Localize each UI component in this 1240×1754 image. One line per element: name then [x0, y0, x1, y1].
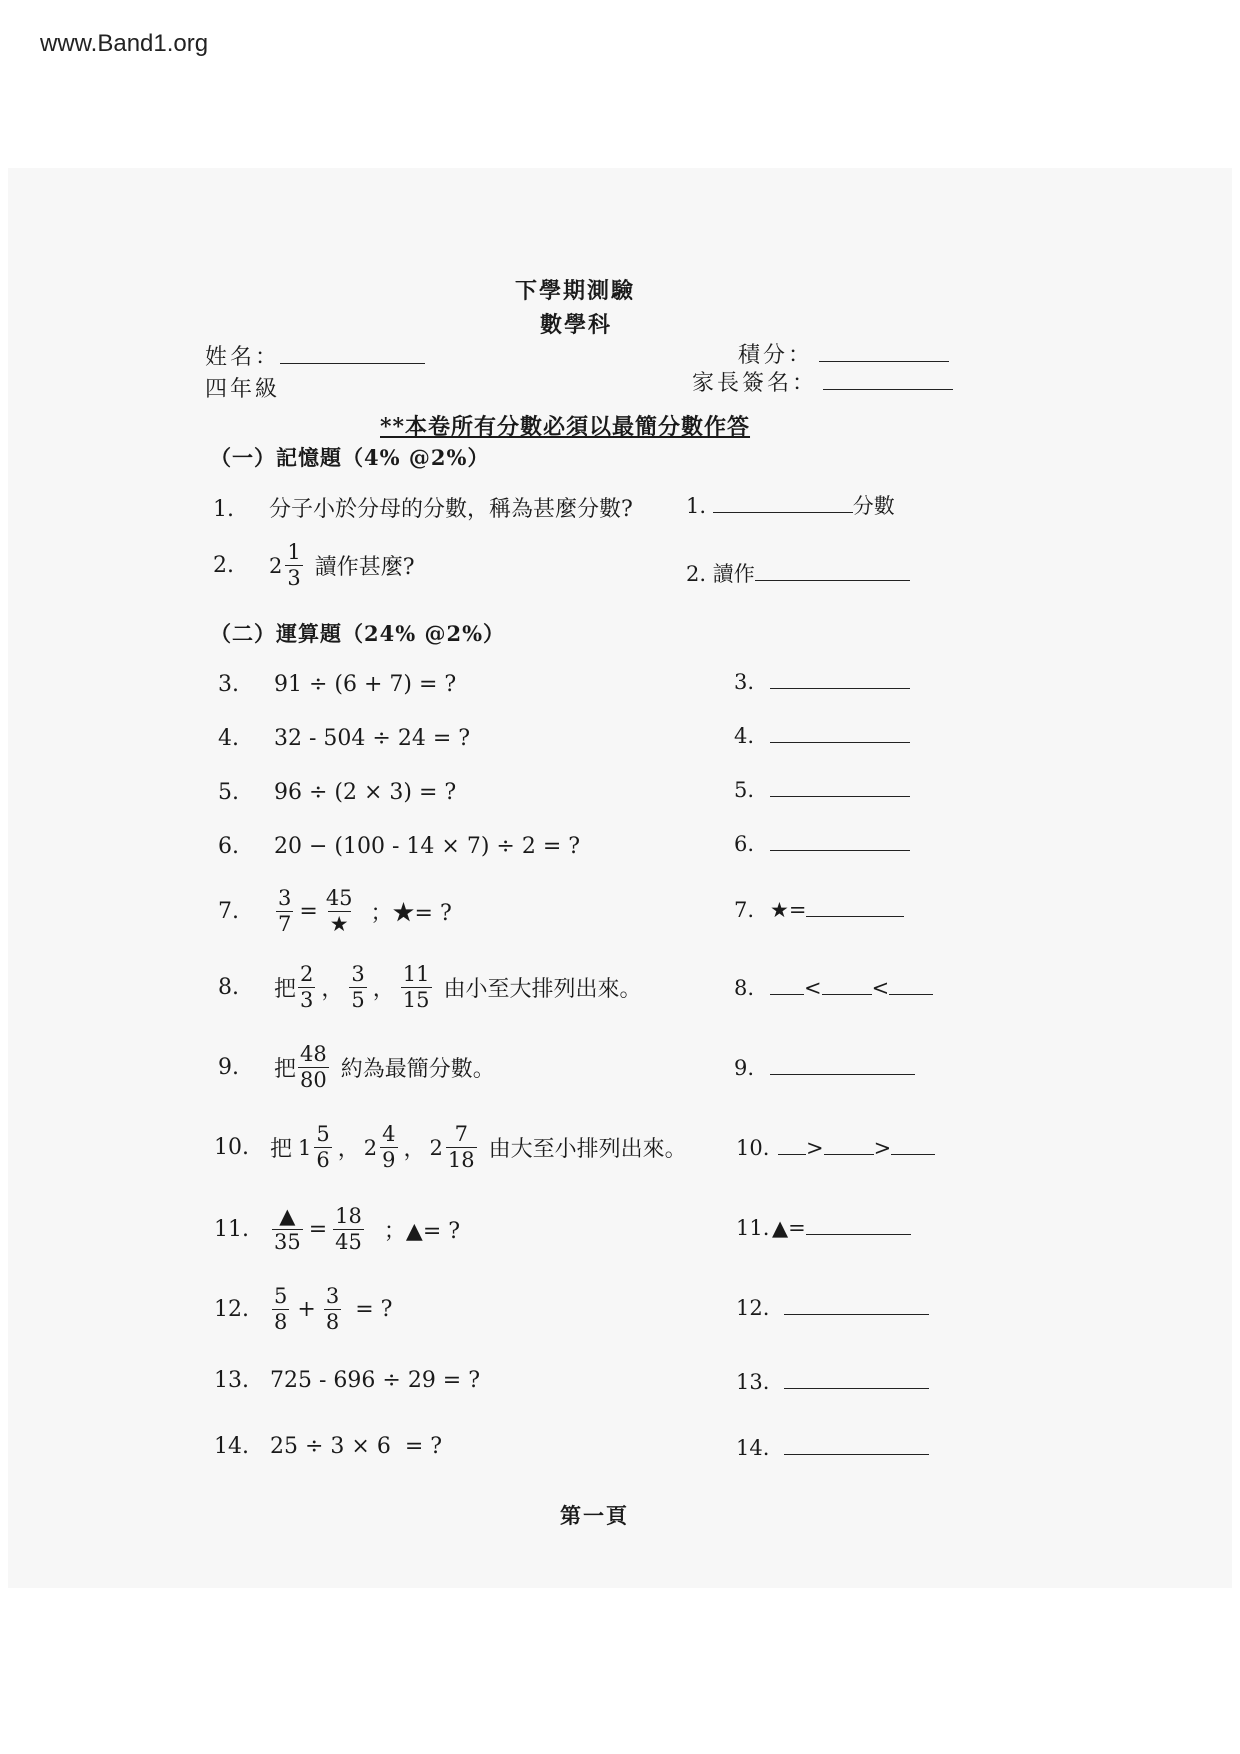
answer-8-blank-c[interactable] [889, 976, 933, 995]
triangle-numerator: ▲ [279, 1204, 296, 1228]
subject-title: 數學科 [540, 312, 613, 338]
whole-part: 2 [429, 1135, 443, 1160]
fraction [298, 1044, 329, 1091]
denominator: 15 [402, 988, 430, 1012]
question-expression: 725 - 696 ÷ 29 = ? [270, 1368, 481, 1393]
answer-2 [686, 558, 910, 588]
mixed-number [269, 542, 305, 589]
numerator: 5 [274, 1284, 288, 1308]
denominator: 6 [316, 1148, 330, 1172]
parent-sign-blank[interactable] [823, 371, 953, 390]
question-expression: 25 ÷ 3 × 6 = ? [270, 1434, 443, 1459]
numerator: 5 [316, 1122, 330, 1146]
question-text: 讀作甚麼? [314, 555, 415, 580]
question-prefix: 把 [270, 1137, 293, 1162]
answer-number: 10. [736, 1136, 770, 1160]
question-9 [218, 1044, 495, 1091]
question-expression: 20 − (100 - 14 × 7) ÷ 2 = ? [274, 834, 581, 859]
answer-10-blank-b[interactable] [824, 1136, 874, 1155]
answer-10-blank-c[interactable] [891, 1136, 935, 1155]
fraction [285, 542, 302, 589]
question-text: 分子小於分母的分數，稱為甚麼分數? [269, 497, 633, 522]
question-number: 2. [213, 553, 234, 578]
question-5 [218, 780, 456, 805]
numerator: 11 [402, 962, 430, 986]
name-label: 姓名： [205, 345, 281, 370]
fraction [324, 888, 355, 935]
answer-5 [734, 778, 910, 802]
numerator: 48 [300, 1042, 327, 1066]
question-number: 3. [218, 672, 239, 697]
equals-sign: = [308, 1217, 328, 1242]
answer-number: 7. [734, 898, 755, 922]
question-number: 11. [214, 1217, 249, 1242]
name-blank[interactable] [280, 345, 425, 364]
question-12 [214, 1286, 392, 1333]
section-1-title: （一）記憶題（4% @2%） [210, 445, 490, 470]
answer-5-blank[interactable] [770, 778, 910, 797]
separator: ， [403, 1137, 426, 1162]
question-expression: 96 ÷ (2 × 3) = ? [274, 780, 457, 805]
question-number: 13. [214, 1368, 249, 1393]
denominator: 3 [300, 988, 314, 1012]
answer-suffix: 分數 [852, 494, 895, 518]
answer-12-blank[interactable] [784, 1296, 929, 1315]
fraction [401, 964, 432, 1011]
denominator: 80 [300, 1068, 327, 1092]
numerator: 2 [300, 962, 314, 986]
numerator: 1 [287, 540, 301, 564]
separator: ， [372, 977, 395, 1002]
question-number: 7. [218, 899, 239, 924]
denominator: 8 [325, 1310, 340, 1334]
answer-4 [734, 724, 910, 748]
answer-number: 12. [736, 1296, 770, 1320]
question-4 [218, 726, 470, 751]
compare-sign: < [871, 976, 890, 1000]
answer-prefix: ▲= [772, 1216, 806, 1240]
answer-14-blank[interactable] [784, 1436, 929, 1455]
question-expression: 91 ÷ (6 + 7) = ? [274, 672, 457, 697]
fraction [272, 1206, 303, 1253]
answer-number: 9. [734, 1056, 755, 1080]
star-denominator: ★ [329, 912, 349, 936]
answer-10 [736, 1136, 935, 1160]
answer-11 [736, 1216, 911, 1240]
question-number: 10. [214, 1135, 249, 1160]
answer-8-blank-a[interactable] [770, 976, 804, 995]
question-7 [218, 888, 452, 935]
answer-9-blank[interactable] [770, 1056, 915, 1075]
compare-sign: > [873, 1136, 892, 1160]
question-text: 由小至大排列出來。 [443, 977, 642, 1002]
question-3 [218, 672, 456, 697]
answer-number: 14. [736, 1436, 770, 1460]
numerator: 3 [351, 962, 365, 986]
compare-sign: < [804, 976, 822, 1000]
answer-number: 13. [736, 1370, 770, 1394]
numerator: 45 [325, 886, 353, 910]
denominator: 8 [274, 1310, 288, 1334]
fraction [272, 1286, 289, 1333]
answer-6 [734, 832, 910, 856]
instruction-notice: **本卷所有分數必須以最簡分數作答 [380, 414, 751, 440]
worksheet-page [8, 168, 1232, 1588]
answer-14 [736, 1436, 929, 1460]
fraction [324, 1286, 341, 1333]
question-tail: ；▲= ? [383, 1219, 461, 1244]
question-number: 9. [218, 1055, 239, 1080]
separator: ， [337, 1137, 360, 1162]
question-6 [218, 834, 580, 859]
fraction [333, 1206, 364, 1253]
question-1 [213, 492, 633, 523]
denominator: 18 [447, 1148, 475, 1172]
denominator: 9 [382, 1148, 396, 1172]
answer-number: 5. [734, 778, 755, 802]
parent-sign-field [692, 366, 953, 397]
answer-1-blank[interactable] [713, 494, 853, 513]
numerator: 3 [278, 886, 292, 910]
question-text: 由大至小排列出來。 [488, 1137, 687, 1162]
page-number: 第一頁 [560, 1503, 629, 1528]
answer-7-blank[interactable] [806, 898, 904, 917]
answer-12 [736, 1296, 929, 1320]
question-tail: ；★= ? [370, 901, 452, 926]
fraction [314, 1124, 331, 1171]
answer-number: 6. [734, 832, 755, 856]
denominator: 35 [274, 1230, 301, 1254]
answer-4-blank[interactable] [770, 724, 910, 743]
fraction [276, 888, 293, 935]
question-11 [214, 1206, 460, 1253]
question-prefix: 把 [274, 1057, 297, 1082]
answer-number: 1. [686, 494, 707, 518]
question-tail: = ? [355, 1297, 393, 1322]
numerator: 7 [454, 1122, 468, 1146]
fraction [446, 1124, 477, 1171]
score-field [738, 338, 949, 369]
name-field [205, 340, 425, 371]
mixed-number [430, 1124, 479, 1171]
question-2 [213, 542, 415, 589]
question-expression: 32 - 504 ÷ 24 = ? [274, 726, 471, 751]
answer-number: 3. [734, 670, 755, 694]
answer-number: 2. [686, 562, 707, 586]
question-number: 12. [214, 1297, 249, 1322]
question-number: 5. [218, 780, 239, 805]
denominator: 3 [287, 566, 301, 590]
answer-prefix: ★= [770, 898, 807, 922]
answer-11-blank[interactable] [806, 1216, 911, 1235]
question-10 [214, 1124, 687, 1171]
answer-8 [734, 976, 933, 1000]
whole-part: 2 [269, 553, 283, 578]
score-label: 積分： [738, 343, 814, 368]
question-13 [214, 1368, 480, 1393]
answer-number: 11. [736, 1216, 770, 1240]
answer-1 [686, 490, 895, 520]
answer-13-blank[interactable] [784, 1370, 929, 1389]
website-watermark: www.Band1.org [40, 30, 209, 57]
answer-9 [734, 1056, 915, 1080]
fraction [349, 964, 366, 1011]
answer-2-blank[interactable] [755, 562, 910, 581]
fraction [298, 964, 315, 1011]
answer-13 [736, 1370, 929, 1394]
question-number: 6. [218, 834, 239, 859]
plus-sign: + [297, 1297, 316, 1322]
numerator: 4 [382, 1122, 396, 1146]
score-blank[interactable] [819, 343, 949, 362]
answer-number: 8. [734, 976, 755, 1000]
mixed-number [298, 1124, 334, 1171]
question-number: 1. [213, 497, 234, 522]
question-14 [214, 1434, 442, 1459]
question-text: 約為最簡分數。 [340, 1057, 495, 1082]
question-number: 14. [214, 1434, 249, 1459]
numerator: 3 [325, 1284, 340, 1308]
equals-sign: = [299, 899, 318, 924]
question-8 [218, 964, 642, 1011]
answer-7 [734, 898, 904, 922]
question-prefix: 把 [274, 977, 297, 1002]
section-2-title: （二）運算題（24% @2%） [210, 621, 506, 646]
fraction [380, 1124, 397, 1171]
whole-part: 1 [298, 1135, 312, 1160]
parent-sign-label: 家長簽名： [692, 371, 818, 396]
answer-6-blank[interactable] [770, 832, 910, 851]
answer-prefix: 讀作 [712, 562, 755, 586]
compare-sign: > [806, 1136, 824, 1160]
answer-8-blank-b[interactable] [822, 976, 872, 995]
question-number: 8. [218, 975, 239, 1000]
question-number: 4. [218, 726, 239, 751]
answer-10-blank-a[interactable] [778, 1136, 806, 1155]
denominator: 5 [351, 988, 365, 1012]
answer-3 [734, 670, 910, 694]
numerator: 18 [335, 1204, 362, 1228]
mixed-number [364, 1124, 400, 1171]
grade-label: 四年級 [205, 377, 281, 402]
denominator: 45 [335, 1230, 362, 1254]
answer-3-blank[interactable] [770, 670, 910, 689]
answer-number: 4. [734, 724, 755, 748]
denominator: 7 [278, 912, 292, 936]
separator: ， [321, 977, 344, 1002]
whole-part: 2 [363, 1135, 378, 1160]
exam-title: 下學期測驗 [515, 278, 636, 304]
